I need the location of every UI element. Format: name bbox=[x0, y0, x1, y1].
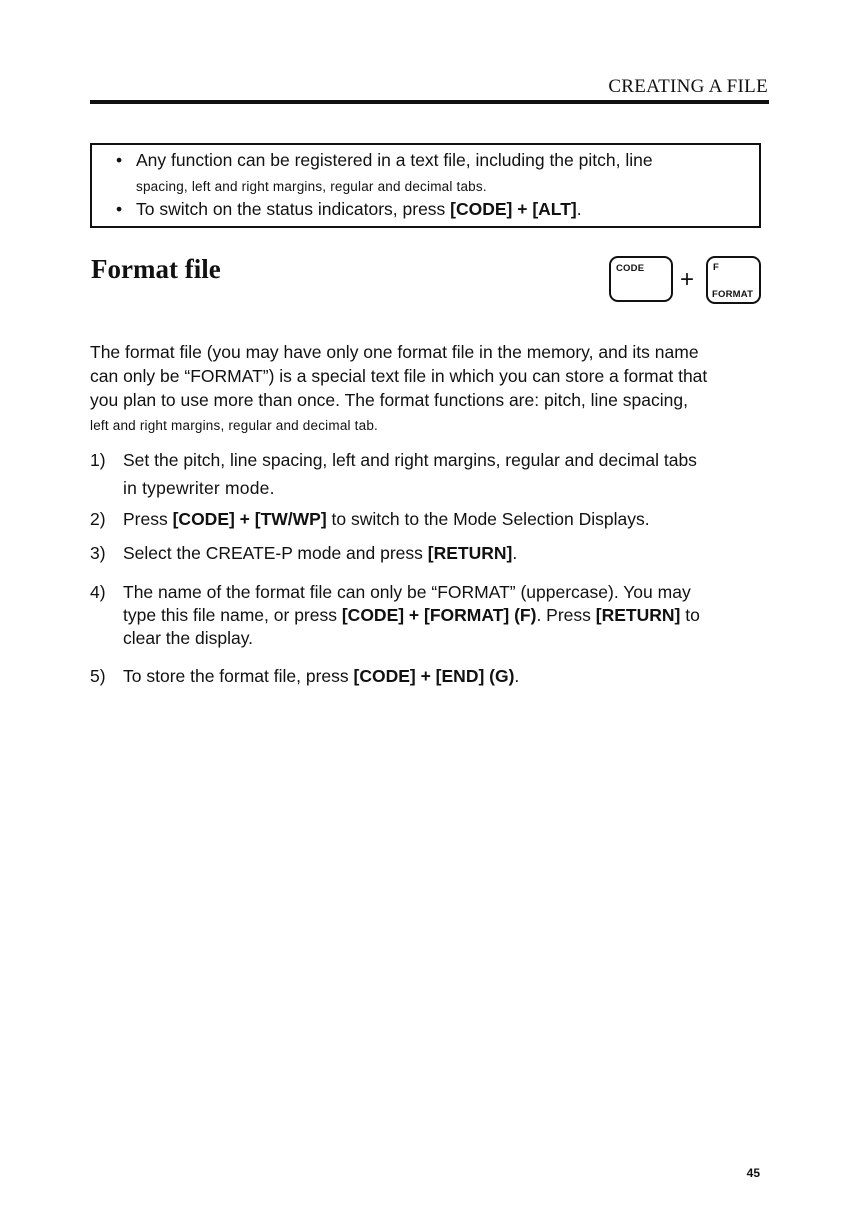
note-bullet-1-line-1: • Any function can be registered in a text file, including the pitch, line bbox=[116, 150, 653, 170]
header-title: CREATING A FILE bbox=[608, 76, 768, 97]
note-bullet-2: • To switch on the status indicators, press [CODE] + [ALT]. bbox=[116, 199, 582, 219]
page-number: 45 bbox=[746, 1166, 760, 1180]
note-bullet-1-line-2: spacing, left and right margins, regular and decimal tabs. bbox=[136, 179, 487, 194]
code-key-icon: CODE bbox=[609, 256, 673, 302]
section-title: Format file bbox=[91, 254, 221, 284]
bullet-icon: • bbox=[116, 199, 123, 219]
bullet-icon: • bbox=[116, 150, 123, 170]
plus-sign: + bbox=[680, 266, 695, 293]
header-rule bbox=[90, 100, 769, 104]
format-key-icon: F FORMAT bbox=[706, 256, 761, 304]
note-box bbox=[90, 143, 761, 228]
